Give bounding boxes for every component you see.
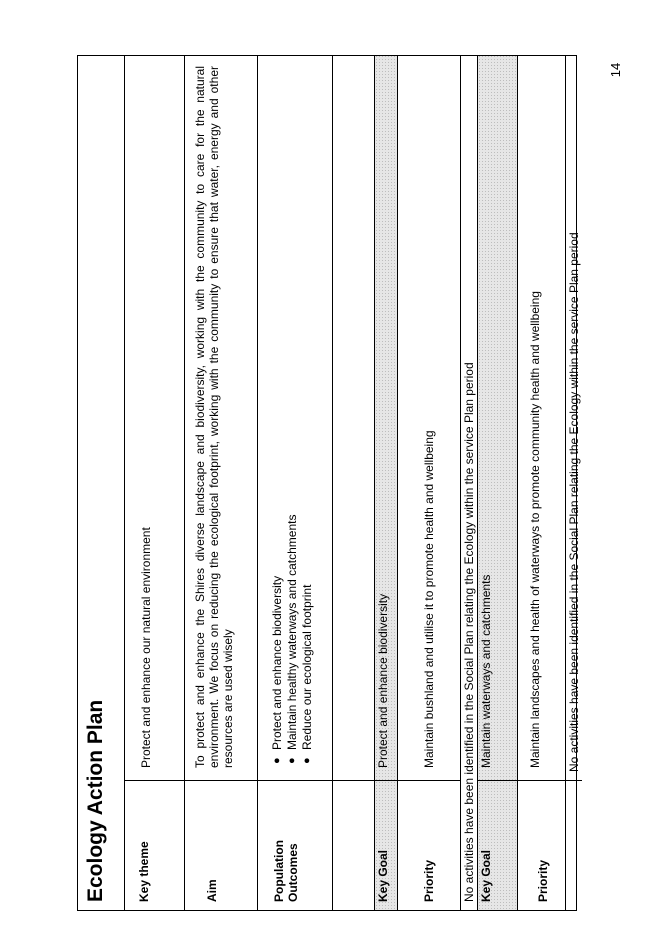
bullet-icon: ● (286, 757, 298, 764)
priority-row (398, 56, 461, 910)
aim-row (185, 56, 258, 910)
key-goal-label: Key Goal (375, 780, 397, 910)
no-activities-note: No activities have been identified in the Social Plan relating the Ecology within the service Plan period (567, 232, 581, 772)
note-row (566, 56, 582, 910)
spacer-label (333, 780, 374, 910)
aim-label: Aim (185, 780, 257, 910)
title-row (78, 56, 125, 910)
key-theme-label: Key theme (125, 780, 184, 910)
priority-label: Priority (518, 780, 565, 910)
spacer-row (333, 56, 375, 910)
priority-label: Priority (398, 780, 460, 910)
population-outcome-text: Reduce our ecological footprint (300, 584, 314, 750)
page-number: 14 (608, 62, 623, 78)
key-goal-row (375, 56, 398, 910)
key-goal-row (478, 56, 518, 910)
list-item (300, 66, 315, 764)
priority-row (518, 56, 566, 910)
population-outcomes-list (270, 66, 315, 768)
ecology-action-plan-page (77, 55, 581, 911)
key-theme-value: Protect and enhance our natural environment (139, 527, 153, 768)
bullet-icon: ● (271, 757, 283, 764)
list-item (270, 66, 285, 764)
page-title: Ecology Action Plan (84, 699, 107, 902)
key-goal-value: Protect and enhance biodiversity (376, 593, 390, 768)
key-theme-row (125, 56, 185, 910)
population-outcomes-label: Population Outcomes (258, 780, 332, 910)
note-label-cell (566, 780, 582, 910)
priority-value: Maintain bushland and utilise it to promote health and wellbeing (422, 430, 436, 768)
population-outcome-text: Protect and enhance biodiversity (270, 575, 284, 750)
key-goal-label: Key Goal (478, 780, 517, 910)
bullet-icon: ● (301, 757, 313, 764)
aim-value: To protect and enhance the Shires diverse landscape and biodiversity, working with the community to care for the natural environment. We focus on reducing the ecological footprint, working with the community to ensure that water, energy and other resources are used wisely (193, 66, 235, 768)
population-outcomes-value (258, 56, 332, 780)
list-item (285, 66, 300, 764)
population-outcomes-row (258, 56, 333, 910)
key-goal-value: Maintain waterways and catchments (479, 574, 493, 768)
no-activities-note: No activities have been identified in the Social Plan relating the Ecology within the service Plan period (461, 56, 478, 910)
action-plan-table (77, 55, 581, 911)
spacer-value (333, 56, 374, 780)
population-outcome-text: Maintain healthy waterways and catchments (285, 514, 299, 750)
priority-value: Maintain landscapes and health of waterways to promote community health and wellbeing (528, 291, 542, 768)
